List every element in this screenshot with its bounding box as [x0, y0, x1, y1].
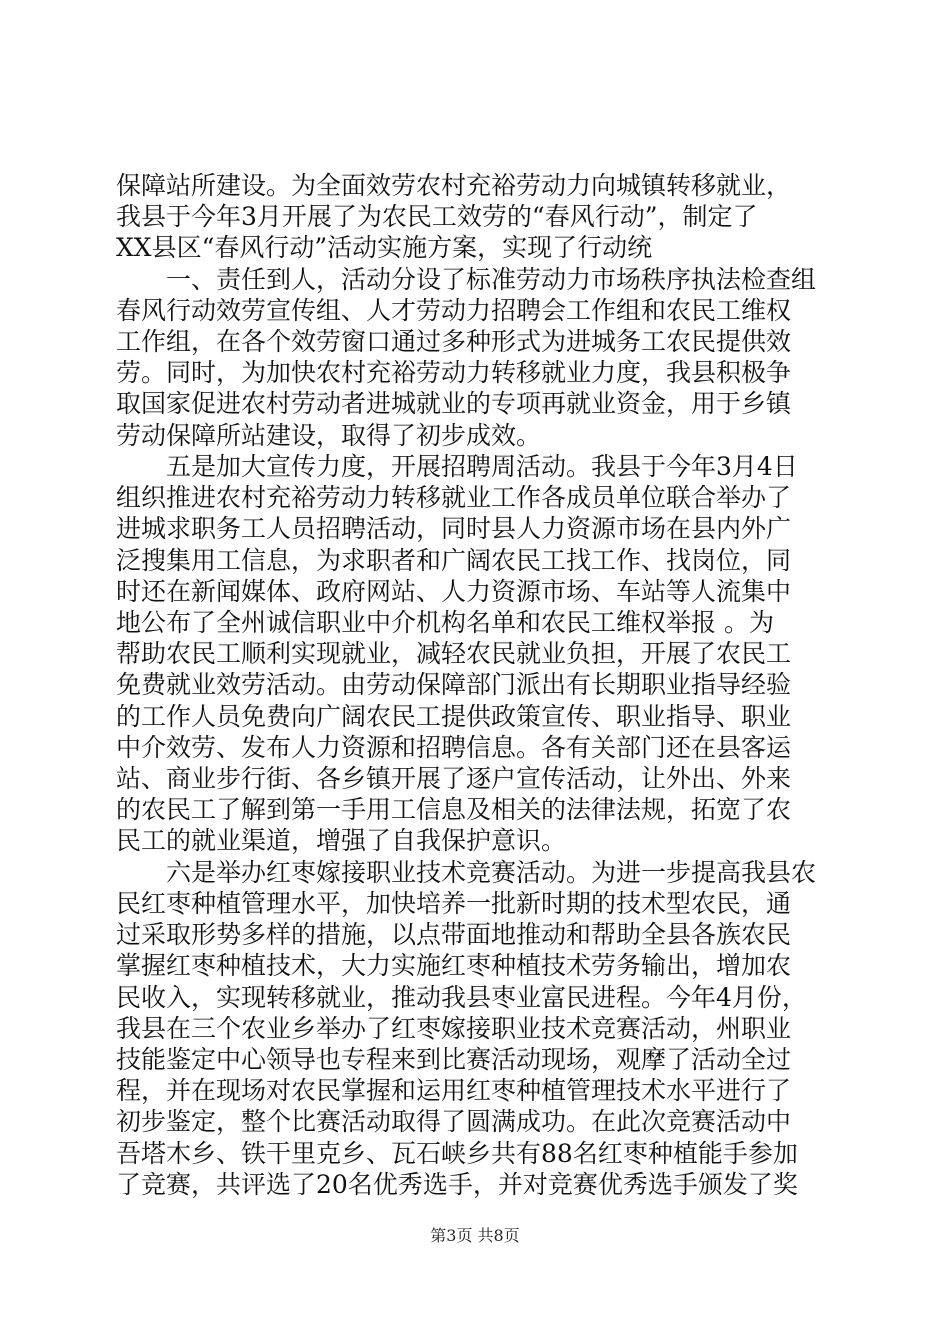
text-line-content: 初步鉴定，整个比赛活动取得了圆满成功。在此次竞赛活动中	[116, 1107, 792, 1137]
text-line-content: 的农民工了解到第一手用工信息及相关的法律法规，拓宽了农	[116, 795, 792, 825]
page-number-label: 第3页 共8页	[430, 1226, 520, 1245]
text-line	[0, 638, 950, 669]
text-line	[0, 982, 950, 1013]
text-line-content: 了竞赛，共评选了20名优秀选手，并对竞赛优秀选手颁发了奖	[116, 1169, 798, 1199]
text-line	[0, 607, 950, 638]
text-line-content: 泛搜集用工信息，为求职者和广阔农民工找工作、找岗位，同	[116, 545, 792, 575]
text-line	[0, 264, 950, 295]
text-line	[0, 1044, 950, 1075]
text-line	[0, 295, 950, 326]
text-line-content: 民工的就业渠道，增强了自我保护意识。	[116, 826, 567, 856]
text-line	[0, 513, 950, 544]
text-line-content: 我县于今年3月开展了为农民工效劳的“春风行动”，制定了	[116, 202, 758, 232]
text-line-content: XX县区“春风行动”活动实施方案，实现了行动统	[116, 233, 653, 263]
text-line-content: 地公布了全州诚信职业中介机构名单和农民工维权举报 。为	[116, 607, 774, 637]
text-line	[0, 1169, 950, 1200]
page-footer	[0, 1226, 950, 1246]
text-line	[0, 950, 950, 981]
text-line	[0, 701, 950, 732]
text-line	[0, 388, 950, 419]
text-line-content: 过采取形势多样的措施，以点带面地推动和帮助全县各族农民	[116, 920, 792, 950]
text-line-content: 的工作人员免费向广阔农民工提供政策宣传、职业指导、职业	[116, 701, 792, 731]
text-line	[0, 451, 950, 482]
text-line	[0, 825, 950, 856]
text-line-content: 进城求职务工人员招聘活动，同时县人力资源市场在县内外广	[116, 514, 792, 544]
text-line	[0, 763, 950, 794]
text-line	[0, 669, 950, 700]
text-line-content: 劳。同时，为加快农村充裕劳动力转移就业力度，我县积极争	[116, 358, 792, 388]
text-line	[0, 201, 950, 232]
text-line-content: 六是举办红枣嫁接职业技术竞赛活动。为进一步提高我县农	[166, 857, 817, 887]
text-line-content: 民收入，实现转移就业，推动我县枣业富民进程。今年4月份，	[116, 982, 807, 1012]
text-line-content: 帮助农民工顺利实现就业，减轻农民就业负担，开展了农民工	[116, 639, 792, 669]
text-line-content: 站、商业步行街、各乡镇开展了逐户宣传活动，让外出、外来	[116, 764, 792, 794]
text-line	[0, 576, 950, 607]
text-line-content: 民红枣种植管理水平，加快培养一批新时期的技术型农民，通	[116, 888, 792, 918]
text-line	[0, 170, 950, 201]
text-line-content: 技能鉴定中心领导也专程来到比赛活动现场，观摩了活动全过	[116, 1044, 792, 1074]
text-line-content: 组织推进农村充裕劳动力转移就业工作各成员单位联合举办了	[116, 483, 792, 513]
text-line-content: 时还在新闻媒体、政府网站、人力资源市场、车站等人流集中	[116, 576, 792, 606]
text-line	[0, 1013, 950, 1044]
text-line-content: 春风行动效劳宣传组、人才劳动力招聘会工作组和农民工维权	[116, 295, 792, 325]
text-line-content: 劳动保障所站建设，取得了初步成效。	[116, 420, 542, 450]
text-line	[0, 1106, 950, 1137]
text-line	[0, 357, 950, 388]
text-line	[0, 888, 950, 919]
text-line-content: 掌握红枣种植技术，大力实施红枣种植技术劳务输出，增加农	[116, 951, 792, 981]
text-line-content: 取国家促进农村劳动者进城就业的专项再就业资金，用于乡镇	[116, 389, 792, 419]
text-line-content: 保障站所建设。为全面效劳农村充裕劳动力向城镇转移就业，	[116, 171, 792, 200]
text-line	[0, 232, 950, 263]
text-line	[0, 1075, 950, 1106]
text-line	[0, 482, 950, 513]
text-line-content: 五是加大宣传力度，开展招聘周活动。我县于今年3月4日	[166, 451, 798, 481]
text-line	[0, 857, 950, 888]
text-line-content: 吾塔木乡、铁干里克乡、瓦石峡乡共有88名红枣种植能手参加	[116, 1138, 798, 1168]
text-line-content: 程，并在现场对农民掌握和运用红枣种植管理技术水平进行了	[116, 1076, 792, 1106]
text-line	[0, 794, 950, 825]
text-line	[0, 1138, 950, 1169]
text-line	[0, 326, 950, 357]
text-line-content: 工作组，在各个效劳窗口通过多种形式为进城务工农民提供效	[116, 327, 792, 357]
text-line	[0, 919, 950, 950]
text-line	[0, 420, 950, 451]
text-line	[0, 732, 950, 763]
text-line-content: 我县在三个农业乡举办了红枣嫁接职业技术竞赛活动，州职业	[116, 1013, 792, 1043]
text-line	[0, 545, 950, 576]
text-line-content: 中介效劳、发布人力资源和招聘信息。各有关部门还在县客运	[116, 732, 792, 762]
text-line-content: 一、责任到人，活动分设了标准劳动力市场秩序执法检查组	[166, 264, 817, 294]
text-line-content: 免费就业效劳活动。由劳动保障部门派出有长期职业指导经验	[116, 670, 792, 700]
